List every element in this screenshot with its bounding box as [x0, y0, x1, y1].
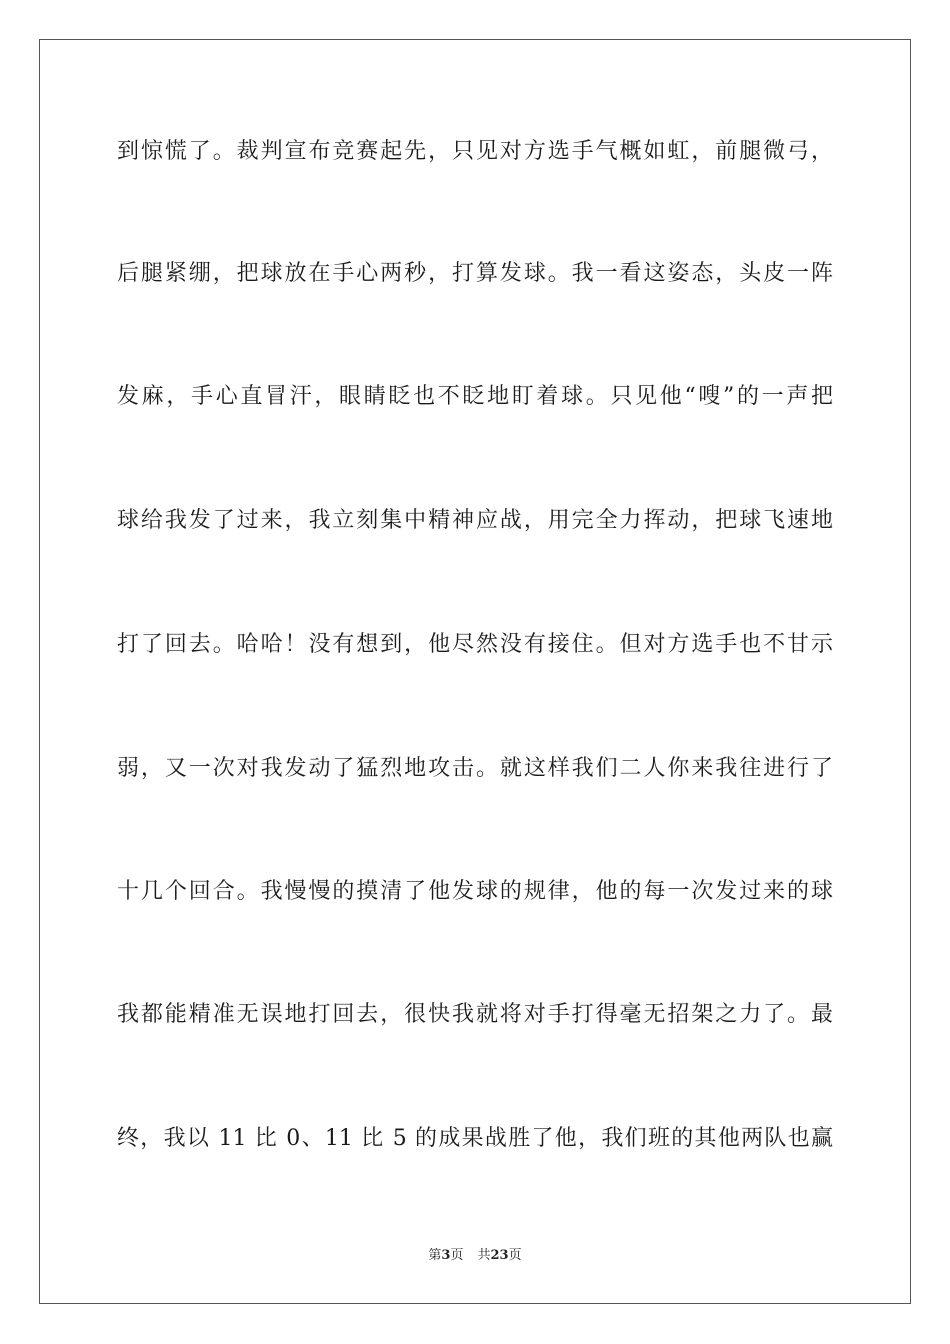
footer-page-prefix: 第 — [428, 1248, 442, 1263]
body-line-3: 发麻，手心直冒汗，眼睛眨也不眨地盯着球。只见他“嗖”的一声把 — [117, 384, 833, 409]
footer-total-suffix: 页 — [508, 1248, 522, 1263]
body-line-1: 到惊慌了。裁判宣布竞赛起先，只见对方选手气概如虹，前腿微弓， — [117, 139, 833, 164]
page-footer — [0, 1247, 950, 1265]
footer-total-pages: 23 — [490, 1248, 509, 1263]
body-line-4: 球给我发了过来，我立刻集中精神应战，用完全力挥动，把球飞速地 — [117, 508, 833, 533]
page-border — [39, 39, 911, 1304]
body-line-8: 我都能精准无误地打回去，很快我就将对手打得毫无招架之力了。最 — [117, 1002, 833, 1027]
body-line-6: 弱，又一次对我发动了猛烈地攻击。就这样我们二人你来我往进行了 — [117, 756, 833, 781]
body-line-2: 后腿紧绷，把球放在手心两秒，打算发球。我一看这姿态，头皮一阵 — [117, 261, 833, 286]
body-line-5: 打了回去。哈哈！没有想到，他尽然没有接住。但对方选手也不甘示 — [117, 632, 833, 657]
footer-total-prefix: 共 — [477, 1248, 491, 1263]
body-line-7: 十几个回合。我慢慢的摸清了他发球的规律，他的每一次发过来的球 — [117, 879, 833, 904]
footer-page-number: 3 — [441, 1248, 451, 1263]
footer-page-suffix: 页 — [450, 1248, 464, 1263]
body-line-9: 终，我以 11 比 0、11 比 5 的成果战胜了他，我们班的其他两队也赢 — [117, 1126, 833, 1151]
